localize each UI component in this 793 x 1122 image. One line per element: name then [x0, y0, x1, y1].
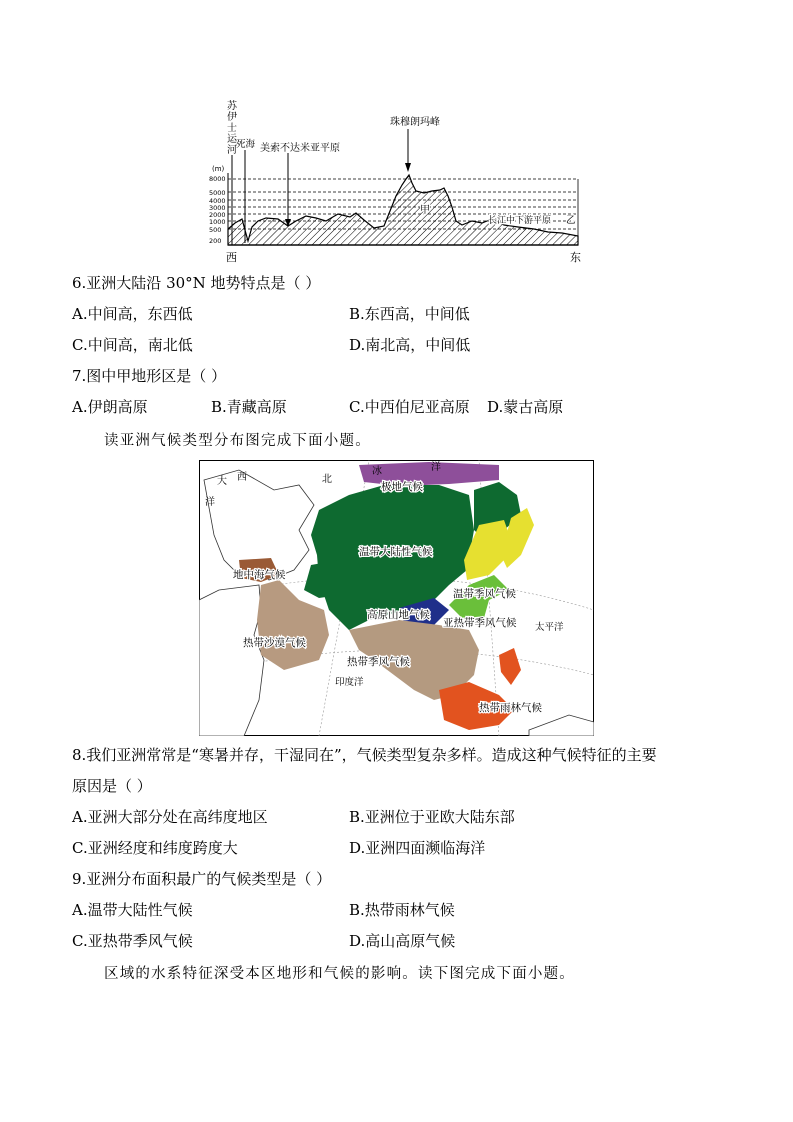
asia-climate-map	[199, 460, 594, 736]
y-axis-unit: (m)	[212, 165, 225, 173]
q9-option-a[interactable]: A.温带大陆性气候	[72, 901, 193, 919]
label-desert-climate: 热带沙漠气候	[243, 637, 306, 649]
ocean-label-pacific: 太平洋	[535, 622, 564, 633]
label-suez-1: 苏	[227, 101, 237, 112]
q7-stem: 7.图中甲地形区是（ ）	[72, 367, 227, 385]
label-suez-5: 河	[227, 145, 237, 156]
q6-option-d[interactable]: D.南北高，中间低	[349, 336, 471, 354]
label-subtropical-monsoon-climate: 亚热带季风气候	[443, 617, 517, 629]
y-tick: 4000	[209, 197, 226, 205]
q8-option-a[interactable]: A.亚洲大部分处在高纬度地区	[72, 808, 268, 826]
q9-stem: 9.亚洲分布面积最广的气候类型是（ ）	[72, 870, 332, 888]
ocean-label-atlantic: 西	[237, 472, 247, 483]
label-yangtze-plain: 长江中下游平原	[488, 216, 552, 226]
label-east: 东	[570, 251, 581, 264]
label-temperate-monsoon-climate: 温带季风气候	[453, 588, 516, 600]
y-tick: 5000	[209, 189, 226, 197]
terrain-profile-figure	[200, 95, 590, 267]
label-suez-2: 伊	[227, 112, 237, 123]
q7-option-b[interactable]: B.青藏高原	[211, 398, 287, 416]
label-mediterranean-climate: 地中海气候	[233, 569, 286, 581]
ocean-label-arctic: 北	[322, 474, 332, 485]
label-yi: 乙	[566, 215, 576, 226]
q9-option-c[interactable]: C.亚热带季风气候	[72, 932, 193, 950]
label-west: 西	[226, 251, 237, 264]
label-suez-4: 运	[227, 134, 237, 145]
label-polar-climate: 极地气候	[381, 481, 423, 493]
q6-stem: 6.亚洲大陆沿 30°N 地势特点是（ ）	[72, 274, 321, 292]
ocean-label-arctic: 冰	[372, 466, 382, 477]
label-everest: 珠穆朗玛峰	[390, 117, 440, 128]
q8-stem-line2: 原因是（ ）	[72, 777, 152, 795]
y-tick: 1000	[209, 218, 226, 226]
q7-option-a[interactable]: A.伊朗高原	[72, 398, 148, 416]
q8-option-b[interactable]: B.亚洲位于亚欧大陆东部	[349, 808, 515, 826]
label-plateau-climate: 高原山地气候	[367, 609, 430, 621]
q6-option-b[interactable]: B.东西高，中间低	[349, 305, 470, 323]
q8-option-c[interactable]: C.亚洲经度和纬度跨度大	[72, 839, 238, 857]
q7-option-c[interactable]: C.中西伯尼亚高原	[349, 398, 470, 416]
y-tick: 8000	[209, 175, 226, 183]
q6-option-a[interactable]: A.中间高，东西低	[72, 305, 193, 323]
ocean-label-atlantic: 大	[217, 476, 227, 487]
q6-option-c[interactable]: C.中间高，南北低	[72, 336, 193, 354]
q9-option-b[interactable]: B.热带雨林气候	[349, 901, 455, 919]
label-mesopotamia: 美索不达米亚平原	[260, 143, 340, 154]
y-tick: 200	[209, 237, 222, 245]
label-jia: 甲	[420, 205, 430, 216]
label-tropical-monsoon-climate: 热带季风气候	[347, 656, 410, 668]
label-suez-3: 士	[227, 123, 237, 134]
q9-option-d[interactable]: D.高山高原气候	[349, 932, 456, 950]
label-continental-climate: 温带大陆性气候	[359, 546, 433, 558]
ocean-label-atlantic: 洋	[205, 497, 215, 508]
q8-stem-line1: 8.我们亚洲常常是“寒暑并存，干湿同在”，气候类型复杂多样。造成这种气候特征的主要	[72, 746, 657, 764]
label-dead-sea: 死海	[236, 139, 256, 150]
y-tick: 500	[209, 226, 222, 234]
ocean-label-arctic: 洋	[431, 462, 441, 473]
y-tick: 2000	[209, 211, 226, 219]
q8-option-d[interactable]: D.亚洲四面濒临海洋	[349, 839, 486, 857]
y-tick: 3000	[209, 204, 226, 212]
q7-option-d[interactable]: D.蒙古高原	[487, 398, 564, 416]
label-rainforest-climate: 热带雨林气候	[479, 702, 542, 714]
intro-climate-map: 读亚洲气候类型分布图完成下面小题。	[104, 433, 371, 449]
ocean-label-indian: 印度洋	[335, 677, 364, 688]
intro-water-system: 区域的水系特征深受本区地形和气候的影响。读下图完成下面小题。	[104, 966, 575, 982]
